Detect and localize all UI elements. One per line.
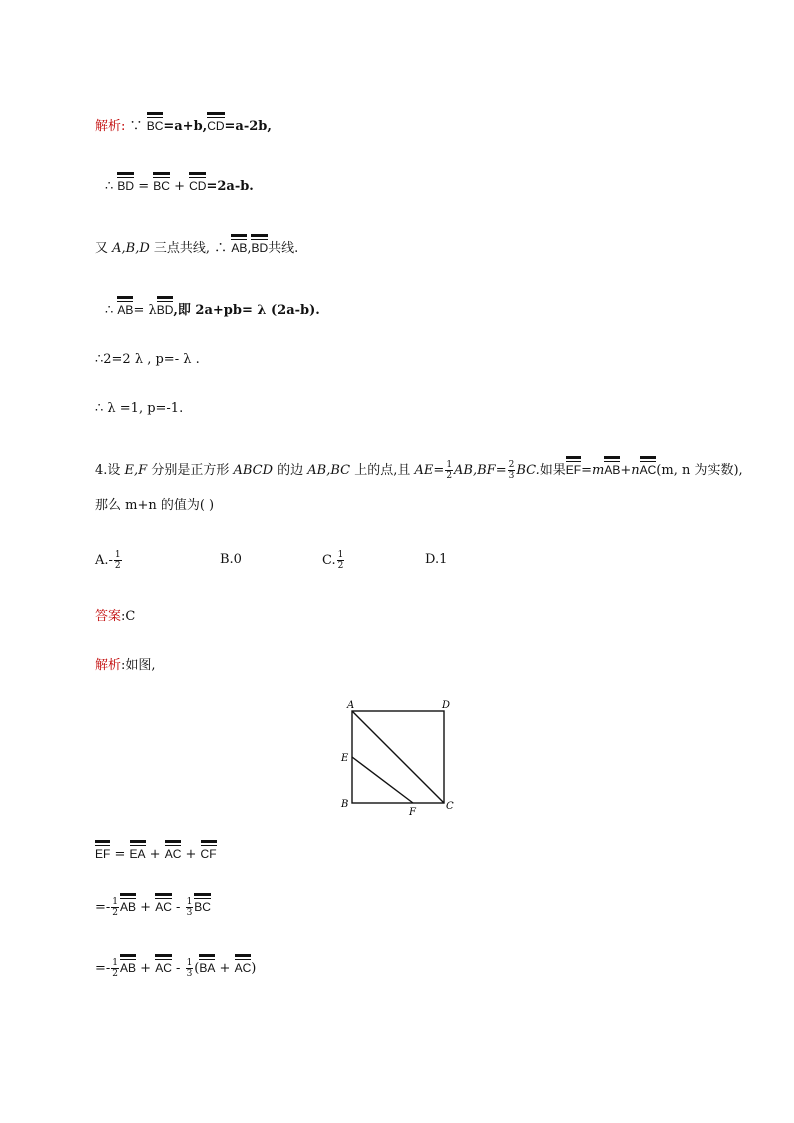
fraction-one-half: $\frac{1}{2}$ xyxy=(337,550,344,571)
point-label-c: C xyxy=(446,801,454,812)
point-label-a: A xyxy=(347,700,355,711)
vector-ea: EA xyxy=(130,840,146,864)
vector-ab: AB xyxy=(117,296,133,320)
vector-cf: CF xyxy=(201,840,217,864)
fraction-one-third: $\frac{1}{3}$ xyxy=(186,958,193,979)
vector-ef: EF xyxy=(566,456,581,480)
option-a: A.- $\frac{1}{2}$ xyxy=(95,550,121,571)
fraction-one-third: $\frac{1}{3}$ xyxy=(186,897,193,918)
point-label-b: B xyxy=(341,799,349,810)
fraction-one-half: $\frac{1}{2}$ xyxy=(446,460,453,481)
question-4: 4.设 E,F 分别是正方形 ABCD 的边 AB,BC 上的点,且 AE= $\frac{1}{2}$ AB,BF= $\frac{2}{3}$ BC.如果EF=mAB+nAC(m, n 为实数), xyxy=(95,456,743,481)
solution-line-4: ∴ AB= λBD,即 2a+pb= λ (2a-b). xyxy=(105,296,320,321)
option-d: D.1 xyxy=(425,552,448,567)
diagonal-ac xyxy=(352,711,444,803)
vector-ef: EF xyxy=(95,840,110,864)
answer-label: 答案 xyxy=(95,609,122,624)
fraction-one-half: $\frac{1}{2}$ xyxy=(114,550,121,571)
vector-ac: AC xyxy=(155,954,172,978)
point-label-e: E xyxy=(341,753,349,764)
option-b: B.0 xyxy=(220,552,242,567)
vector-bc: BC xyxy=(194,893,211,917)
vector-ab: AB xyxy=(120,954,136,978)
fraction-two-thirds: $\frac{2}{3}$ xyxy=(508,460,515,481)
vector-ba: BA xyxy=(199,954,215,978)
vector-ac: AC xyxy=(155,893,172,917)
solution-line-5: ∴2=2 λ , p=- λ . xyxy=(95,352,200,367)
vector-bd: BD xyxy=(117,172,134,196)
option-c: C. $\frac{1}{2}$ xyxy=(322,550,344,571)
equation-line-1: EF = EA + AC + CF xyxy=(95,840,217,865)
equation-line-3: =- $\frac{1}{2}$ AB + AC - $\frac{1}{3}$ (BA + AC) xyxy=(95,954,256,979)
solution-line-1: 解析: ∵ BC=a+b,CD=a-2b, xyxy=(95,112,272,137)
question-4-line-2: 那么 m+n 的值为( ) xyxy=(95,498,215,513)
vector-bc: BC xyxy=(153,172,170,196)
vector-bd: BD xyxy=(251,234,268,258)
fraction-one-half: $\frac{1}{2}$ xyxy=(112,958,119,979)
vector-ac: AC xyxy=(165,840,182,864)
vector-ab: AB xyxy=(231,234,247,258)
answer-line: 答案:C xyxy=(95,609,136,624)
vector-ab: AB xyxy=(604,456,620,480)
analysis-label: 解析: xyxy=(95,119,126,134)
vector-ab: AB xyxy=(120,893,136,917)
analysis-figure-line: 解析:如图, xyxy=(95,658,156,673)
analysis-label: 解析 xyxy=(95,658,122,673)
square-figure xyxy=(338,698,458,818)
point-label-d: D xyxy=(442,700,451,711)
vector-ac: AC xyxy=(640,456,657,480)
vector-bd: BD xyxy=(157,296,174,320)
vector-bc: BC xyxy=(147,112,164,136)
vector-cd: CD xyxy=(207,112,224,136)
equation-line-2: =- $\frac{1}{2}$ AB + AC - $\frac{1}{3}$ BC xyxy=(95,893,211,918)
point-label-f: F xyxy=(409,807,416,818)
solution-line-3: 又 A,B,D 三点共线, ∴ AB,BD共线. xyxy=(95,234,298,259)
segment-ef xyxy=(352,757,413,803)
solution-line-2: ∴ BD = BC + CD=2a-b. xyxy=(105,172,254,197)
fraction-one-half: $\frac{1}{2}$ xyxy=(112,897,119,918)
solution-line-6: ∴ λ =1, p=-1. xyxy=(95,401,184,416)
vector-cd: CD xyxy=(189,172,206,196)
vector-ac: AC xyxy=(235,954,252,978)
